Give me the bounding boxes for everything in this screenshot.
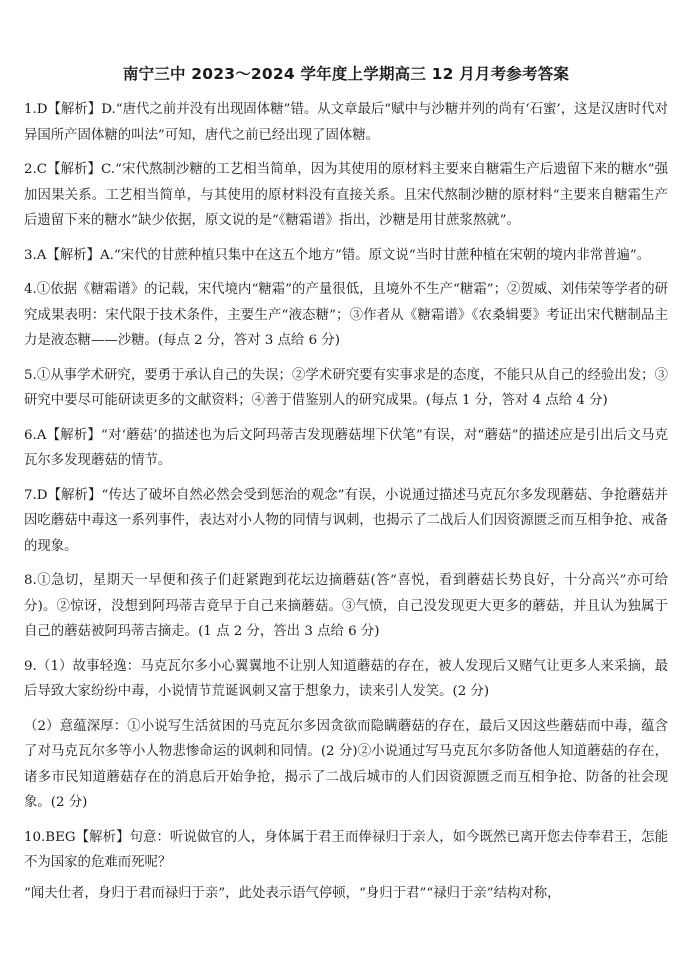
answer-item-9-part-2: （2）意蕴深厚：①小说写生活贫困的马克瓦尔多因贪欲而隐瞒蘑菇的存在，最后又因这些蘑菇而中毒，蕴含了对马克瓦尔多等小人物悲惨命运的讽刺和同情。(2 分)②小说通过写马克瓦尔多防备他人知道蘑菇的存在，诸多市民知道蘑菇存在的消息后开始争抢，揭示了二战后城市的人们因资源匮乏而互相争抢、防备的社会现象。(2 分) [24,718,668,810]
answer-item-1: 1.D【解析】D.“唐代之前并没有出现固体糖”错。从文章最后“赋中与沙糖并列的尚有‘石蜜’，这是汉唐时代对异国所产固体糖的叫法”可知，唐代之前已经出现了固体糖。 [24,102,668,143]
answer-item-9-part-1: 9.（1）故事轻逸：马克瓦尔多小心翼翼地不让别人知道蘑菇的存在，被人发现后又赌气让更多人来采摘，最后导致大家纷纷中毒，小说情节荒诞讽刺又富于想象力，读来引人发笑。(2 分) [24,658,668,699]
answer-item-4: 4.①依据《糖霜谱》的记载，宋代境内“糖霜”的产量很低，且境外不生产“糖霜”；②贺威、刘伟荣等学者的研究成果表明：宋代限于技术条件，主要生产“液态糖”；③作者从《糖霜谱》《农桑辑要》考证出宋代糖制品主力是液态糖——沙糖。(每点 2 分，答对 3 点给 6 分) [24,282,668,348]
answer-item-10-continued: “闻夫仕者，身归于君而禄归于亲”，此处表示语气停顿，“身归于君”“禄归于亲”结构对称， [24,885,561,901]
answer-item-6: 6.A【解析】“对‘蘑菇’的描述也为后文阿玛蒂吉发现蘑菇埋下伏笔”有误，对“蘑菇”的描述应是引出后文马克瓦尔多发现蘑菇的情节。 [24,427,668,468]
document-title: 南宁三中 2023～2024 学年度上学期高三 12 月月考参考答案 [122,65,570,83]
answer-item-3: 3.A【解析】A.“宋代的甘蔗种植只集中在这五个地方”错。原文说“当时甘蔗种植在宋朝的境内非常普遍”。 [24,247,651,263]
answer-item-5: 5.①从事学术研究，要勇于承认自己的失误；②学术研究要有实事求是的态度，不能只从自己的经验出发；③研究中要尽可能研读更多的文献资料；④善于借鉴别人的研究成果。(每点 1 分，答对 4 点给 4 分) [24,367,668,408]
answer-item-8: 8.①急切，星期天一早便和孩子们赶紧跑到花坛边摘蘑菇(答“喜悦，看到蘑菇长势良好，十分高兴”亦可给分)。②惊讶，没想到阿玛蒂吉竟早于自己来摘蘑菇。③气愤，自己没发现更大更多的蘑菇，并且认为独属于自己的蘑菇被阿玛蒂吉摘走。(1 点 2 分，答出 3 点给 6 分) [24,573,668,639]
answer-item-10: 10.BEG【解析】句意：听说做官的人，身体属于君王而俸禄归于亲人，如今既然已离开您去侍奉君王，怎能不为国家的危难而死呢？ [24,829,668,870]
answer-item-7: 7.D【解析】“传达了破坏自然必然会受到惩治的观念”有误，小说通过描述马克瓦尔多发现蘑菇、争抢蘑菇并因吃蘑菇中毒这一系列事件，表达对小人物的同情与讽刺，也揭示了二战后人们因资源匮乏而互相争抢、戒备的现象。 [24,487,668,554]
answer-item-2: 2.C【解析】C.“宋代熬制沙糖的工艺相当简单，因为其使用的原材料主要来自糖霜生产后遗留下来的糖水”强加因果关系。工艺相当简单，与其使用的原材料没有直接关系。且宋代熬制沙糖的原材料“主要来自糖霜生产后遗留下来的糖水”缺少依据，原文说的是“《糖霜谱》指出，沙糖是用甘蔗浆熬就”。 [24,162,668,228]
